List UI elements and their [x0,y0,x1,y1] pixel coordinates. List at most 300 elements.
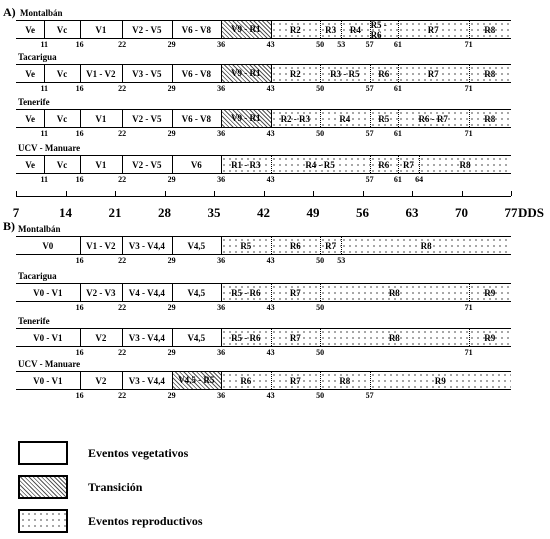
dds-axis-line [16,196,511,197]
stage-label: R8 [388,332,400,343]
segment-divider [221,156,222,173]
day-tick-label: 29 [167,129,176,138]
segment-divider [398,156,399,173]
axis-tick-mark [66,191,67,196]
segment-divider [320,110,321,127]
day-tick-label: 36 [217,303,226,312]
stage-label: V2 - V5 [132,159,162,170]
stage-label: R6 [240,375,252,386]
reproductive-segment [341,237,511,254]
vegetative-segment [172,156,222,173]
segment-divider [172,110,173,127]
segment-divider [221,284,222,301]
stage-label: R5 [378,113,390,124]
vegetative-segment [80,65,122,82]
stage-label: R1 - R3 [231,159,261,170]
stage-label: R5 - R6 [231,287,261,298]
legend-label: Transición [88,480,143,494]
day-tick-label: 36 [217,129,226,138]
stage-label: R6 [378,68,390,79]
day-tick-label: 22 [118,348,127,357]
vegetative-segment [122,21,172,38]
day-tick-label: 61 [393,40,402,49]
segment-divider [370,110,371,127]
axis-tick-label: 14 [59,205,72,220]
axis-tick-mark [363,191,364,196]
stage-label: R9 [484,332,496,343]
reproductive-segment [370,156,398,173]
stage-label: V3 - V4,4 [128,240,165,251]
segment-divider [80,329,81,346]
vegetative-segment [80,110,122,127]
vegetative-segment [16,284,80,301]
day-tick-label: 29 [167,391,176,400]
stage-label: R8 [420,240,432,251]
stage-label: V1 - V2 [86,68,116,79]
segment-divider [469,65,470,82]
axis-tick-label: 63 [405,205,419,220]
segment-divider [172,284,173,301]
day-tick-label: 50 [316,348,325,357]
axis-tick-mark [264,191,265,196]
segment-divider [271,65,272,82]
variety-label: Tenerife [18,316,50,326]
segment-divider [271,237,272,254]
stage-label: V3 - V4,4 [128,375,165,386]
day-tick-label: 22 [118,303,127,312]
segment-divider [271,156,272,173]
segment-divider [341,237,342,254]
phenology-bar [16,20,511,39]
reproductive-segment [398,156,419,173]
day-tick-label: 22 [118,391,127,400]
transition-segment [221,65,271,82]
stage-label: V2 [95,332,107,343]
segment-divider [172,329,173,346]
stage-label: V4,5 - R5 [178,375,215,385]
day-tick-label: 50 [316,303,325,312]
stage-label: V3 - V4,4 [128,332,165,343]
day-tick-label: 50 [316,84,325,93]
stage-label: R7 [427,68,439,79]
segment-divider [122,65,123,82]
reproductive-segment [320,21,341,38]
day-tick-label: 57 [365,391,374,400]
stage-label: V1 [95,159,107,170]
stage-label: V0 - V1 [33,287,63,298]
axis-tick-label: 49 [306,205,320,220]
segment-divider [370,372,371,389]
stage-label: V4,5 [187,332,206,343]
day-tick-label: 50 [316,40,325,49]
day-tick-label: 16 [75,391,84,400]
segment-divider [80,65,81,82]
reproductive-segment [221,284,271,301]
stage-label: R5 - R6 [231,332,261,343]
axis-unit-label: DDS [518,205,545,220]
segment-divider [44,156,45,173]
phenology-bar [16,328,511,347]
segment-divider [271,110,272,127]
day-tick-label: 16 [75,84,84,93]
stage-label: R7 [289,332,301,343]
day-tick-label: 16 [75,129,84,138]
reproductive-segment [398,110,469,127]
reproductive-segment [469,110,511,127]
day-tick-label: 43 [266,391,275,400]
reproductive-segment [398,65,469,82]
vegetative-segment [122,237,172,254]
transition-segment [221,21,271,38]
vegetative-segment [16,372,80,389]
stage-label: V4,5 [187,240,206,251]
day-tick-label: 43 [266,175,275,184]
phenology-bar [16,155,511,174]
day-tick-label: 57 [365,129,374,138]
stage-label: V9 - R1 [231,113,261,123]
vegetative-segment [172,110,222,127]
day-tick-label: 57 [365,40,374,49]
day-tick-label: 16 [75,303,84,312]
stage-label: Ve [25,113,35,124]
day-tick-label: 36 [217,84,226,93]
segment-divider [221,372,222,389]
vegetative-segment [80,156,122,173]
stage-label: R2 [289,24,301,35]
day-tick-label: 29 [167,40,176,49]
legend-label: Eventos vegetativos [88,446,189,460]
section-label: B) [3,219,15,233]
axis-tick-mark [511,191,512,196]
day-tick-label: 11 [40,40,49,49]
stage-label: R8 [339,375,351,386]
stage-label: R6 [289,240,301,251]
legend-swatch-reproductive [18,509,68,533]
segment-divider [44,65,45,82]
day-tick-label: 11 [40,175,49,184]
variety-label: UCV - Manuare [18,359,81,369]
phenology-bar [16,109,511,128]
variety-label: Tacarigua [18,271,57,281]
vegetative-segment [44,156,79,173]
reproductive-segment [320,110,370,127]
day-tick-label: 71 [464,303,473,312]
day-tick-label: 22 [118,84,127,93]
segment-divider [469,284,470,301]
reproductive-segment [469,284,511,301]
stage-label: Vc [56,113,68,124]
segment-divider [320,372,321,389]
day-tick-label: 36 [217,348,226,357]
reproductive-segment [221,156,271,173]
reproductive-segment [221,372,271,389]
stage-label: R4 - R5 [305,159,335,170]
segment-divider [469,110,470,127]
stage-label: R5 [240,240,252,251]
day-tick-label: 29 [167,175,176,184]
axis-tick-mark [313,191,314,196]
segment-divider [320,21,321,38]
transition-segment [172,372,222,389]
axis-tick-label: 7 [12,205,20,220]
day-tick-label: 57 [365,84,374,93]
axis-tick-label: 35 [207,205,221,220]
segment-divider [271,21,272,38]
segment-divider [320,284,321,301]
day-tick-label: 71 [464,40,473,49]
vegetative-segment [44,110,79,127]
reproductive-segment [370,372,511,389]
day-tick-label: 64 [415,175,424,184]
axis-tick-mark [165,191,166,196]
day-tick-label: 16 [75,348,84,357]
vegetative-segment [16,156,44,173]
variety-label: UCV - Manuare [18,143,81,153]
stage-label: Ve [25,68,35,79]
segment-divider [44,110,45,127]
reproductive-segment [320,329,469,346]
stage-label: V4,5 [187,287,206,298]
reproductive-segment [469,65,511,82]
vegetative-segment [122,110,172,127]
segment-divider [370,156,371,173]
reproductive-segment [398,21,469,38]
stage-label: R7 [402,159,414,170]
vegetative-segment [172,284,222,301]
stage-label: R7 [325,240,337,251]
day-tick-label: 29 [167,303,176,312]
day-tick-label: 50 [316,391,325,400]
reproductive-segment [271,65,321,82]
segment-divider [122,156,123,173]
stage-label: R9 [484,287,496,298]
stage-label: R8 [459,159,471,170]
day-tick-label: 57 [365,175,374,184]
vegetative-segment [80,372,122,389]
stage-label: Vc [56,24,68,35]
legend-swatch-transition [18,475,68,499]
stage-label: R2 [289,68,301,79]
vegetative-segment [80,284,122,301]
segment-divider [122,110,123,127]
vegetative-segment [80,329,122,346]
segment-divider [172,21,173,38]
day-tick-label: 71 [464,84,473,93]
stage-label: R9 [434,375,446,386]
axis-tick-mark [115,191,116,196]
reproductive-segment [320,284,469,301]
segment-divider [122,237,123,254]
vegetative-segment [122,65,172,82]
segment-divider [80,372,81,389]
axis-tick-label: 77 [504,205,518,220]
day-tick-label: 16 [75,256,84,265]
vegetative-segment [44,65,79,82]
day-tick-label: 53 [337,40,346,49]
stage-label: V6 - V8 [181,113,211,124]
segment-divider [370,65,371,82]
day-tick-label: 61 [393,84,402,93]
axis-tick-mark [462,191,463,196]
reproductive-segment [271,329,321,346]
stage-label: V2 - V5 [132,24,162,35]
axis-tick-mark [412,191,413,196]
segment-divider [341,21,342,38]
reproductive-segment [370,110,398,127]
stage-label: R8 [388,287,400,298]
day-tick-label: 36 [217,40,226,49]
day-tick-label: 43 [266,40,275,49]
day-tick-label: 61 [393,129,402,138]
vegetative-segment [80,21,122,38]
reproductive-segment [271,110,321,127]
day-tick-label: 43 [266,129,275,138]
vegetative-segment [122,372,172,389]
axis-tick-label: 42 [257,205,270,220]
stage-label: R7 [427,24,439,35]
vegetative-segment [172,21,222,38]
stage-label: V9 - R1 [231,68,261,78]
day-tick-label: 71 [464,348,473,357]
stage-label: R4 [349,24,361,35]
vegetative-segment [122,284,172,301]
stage-label: V2 - V3 [86,287,116,298]
axis-tick-label: 56 [356,205,369,220]
stage-label: R3 - R5 [330,68,360,79]
segment-divider [172,372,173,389]
section-label: A) [3,5,16,19]
segment-divider [271,284,272,301]
segment-divider [370,21,371,38]
vegetative-segment [16,237,80,254]
segment-divider [80,110,81,127]
day-tick-label: 43 [266,348,275,357]
stage-label: R5 - R6 [370,19,387,40]
day-tick-label: 36 [217,175,226,184]
day-tick-label: 29 [167,348,176,357]
reproductive-segment [370,21,398,38]
stage-label: V6 - V8 [181,68,211,79]
segment-divider [122,329,123,346]
stage-label: R8 [484,24,496,35]
segment-divider [320,65,321,82]
day-tick-label: 36 [217,256,226,265]
stage-label: V0 - V1 [33,375,63,386]
stage-label: Ve [25,24,35,35]
stage-label: V9 - R1 [231,24,261,34]
stage-label: R7 [289,375,301,386]
day-tick-label: 22 [118,40,127,49]
phenology-bar [16,64,511,83]
reproductive-segment [271,156,370,173]
segment-divider [469,329,470,346]
segment-divider [221,110,222,127]
day-tick-label: 71 [464,129,473,138]
stage-label: R3 [325,24,337,35]
day-tick-label: 61 [393,175,402,184]
day-tick-label: 50 [316,129,325,138]
day-tick-label: 29 [167,84,176,93]
reproductive-segment [271,21,321,38]
segment-divider [172,237,173,254]
stage-label: V6 - V8 [181,24,211,35]
day-tick-label: 53 [337,256,346,265]
day-tick-label: 50 [316,256,325,265]
legend-swatch-vegetative [18,441,68,465]
reproductive-segment [469,21,511,38]
reproductive-segment [341,21,369,38]
segment-divider [80,284,81,301]
stage-label: R6 [378,159,390,170]
stage-label: R6 - R7 [418,113,448,124]
segment-divider [271,329,272,346]
day-tick-label: 22 [118,175,127,184]
variety-label: Montalbán [20,8,63,18]
stage-label: R8 [484,68,496,79]
stage-label: V4 - V4,4 [128,287,165,298]
legend-label: Eventos reproductivos [88,514,203,528]
vegetative-segment [172,65,222,82]
vegetative-segment [172,237,222,254]
stage-label: V0 - V1 [33,332,63,343]
reproductive-segment [320,372,370,389]
stage-label: V1 - V2 [86,240,116,251]
variety-label: Tenerife [18,97,50,107]
reproductive-segment [271,284,321,301]
reproductive-segment [271,237,321,254]
stage-label: Vc [56,159,68,170]
segment-divider [398,21,399,38]
stage-label: V2 [95,375,107,386]
vegetative-segment [16,65,44,82]
stage-label: R8 [484,113,496,124]
day-tick-label: 16 [75,175,84,184]
segment-divider [398,65,399,82]
reproductive-segment [320,65,370,82]
segment-divider [80,156,81,173]
day-tick-label: 11 [40,84,49,93]
variety-label: Montalbán [18,224,61,234]
reproductive-segment [370,65,398,82]
segment-divider [221,21,222,38]
axis-tick-label: 21 [108,205,122,220]
reproductive-segment [271,372,321,389]
segment-divider [398,110,399,127]
stage-label: Ve [25,159,35,170]
segment-divider [80,21,81,38]
day-tick-label: 11 [40,129,49,138]
reproductive-segment [221,237,271,254]
stage-label: R7 [289,287,301,298]
segment-divider [122,284,123,301]
stage-label: Vc [56,68,68,79]
reproductive-segment [469,329,511,346]
variety-label: Tacarigua [18,52,57,62]
segment-divider [320,237,321,254]
phenology-bar [16,283,511,302]
reproductive-segment [221,329,271,346]
vegetative-segment [80,237,122,254]
stage-label: R4 [339,113,351,124]
day-tick-label: 22 [118,129,127,138]
vegetative-segment [172,329,222,346]
vegetative-segment [16,329,80,346]
stage-label: V6 [190,159,202,170]
segment-divider [271,372,272,389]
vegetative-segment [122,156,172,173]
axis-tick-mark [214,191,215,196]
reproductive-segment [419,156,511,173]
